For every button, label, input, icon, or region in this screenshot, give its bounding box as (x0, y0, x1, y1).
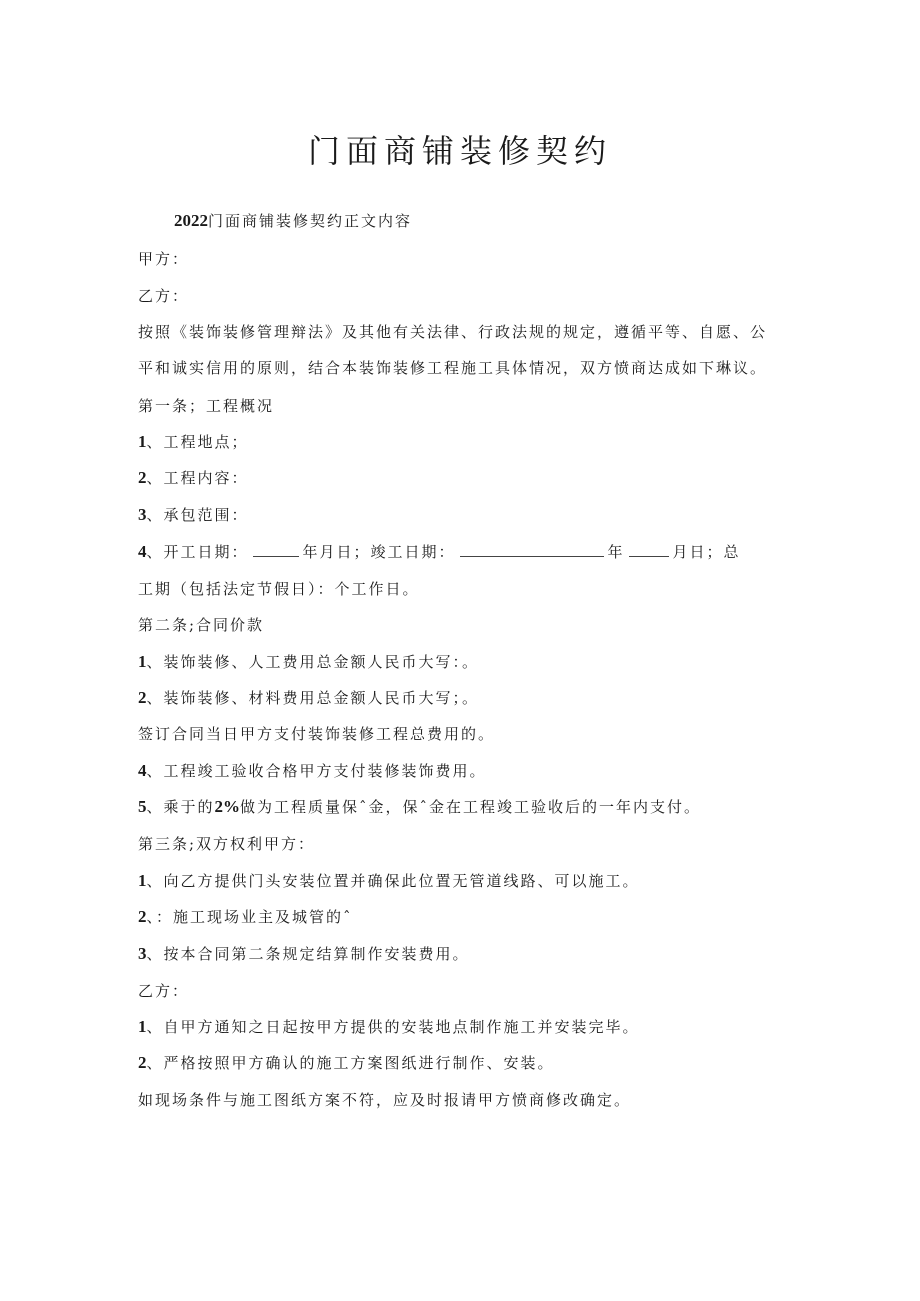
subtitle-year: 2022 (174, 211, 208, 230)
article-2-item-2: 2、装饰装修、材料费用总金额人民币大写；。 (138, 688, 480, 707)
article-3-party-b-heading: 乙方： (138, 982, 190, 1000)
party-a-label: 甲方： (138, 250, 190, 268)
completion-month-blank (629, 542, 669, 557)
article-3-party-b-item-1: 1、自甲方通知之日起按甲方提供的安装地点制作施工并安装完毕。 (138, 1017, 640, 1036)
document-title: 门面商铺装修契约 (307, 132, 612, 170)
article-3-heading: 第三条;双方权利甲方： (138, 835, 316, 853)
article-3-party-a-item-2: 2、：施工现场业主及城管的ˆ (138, 907, 353, 926)
article-2-payment-note: 签订合同当日甲方支付装饰装修工程总费用的。 (138, 725, 496, 743)
intro-paragraph-line-2: 平和诚实信用的原则，结合本装饰装修工程施工具体情况，双方愤商达成如下琳议。 (138, 359, 768, 377)
article-1-item-3: 3、承包范围： (138, 505, 249, 524)
article-1-heading: 第一条；工程概况 (138, 397, 275, 415)
intro-paragraph-line-1: 按照《装饰装修管理辩法》及其他有关法律、行政法规的规定，遵循平等、自愿、公 (138, 323, 768, 341)
article-1-item-4-line-2: 工期（包括法定节假日）：个工作日。 (138, 580, 420, 598)
article-1-item-2: 2、工程内容： (138, 468, 249, 487)
party-b-label: 乙方： (138, 287, 190, 305)
article-2-heading: 第二条;合同价款 (138, 616, 265, 634)
article-2-item-5: 5、乘于的2%做为工程质量保ˆ金，保ˆ金在工程竣工验收后的一年内支付。 (138, 797, 702, 816)
subtitle-line (174, 210, 412, 231)
article-1-item-4: 4、开工日期： 年月日；竣工日期： 年 月日；总 (138, 542, 741, 561)
completion-date-blank (460, 542, 604, 557)
article-3-party-a-item-1: 1、向乙方提供门头安装位置并确保此位置无管道线路、可以施工。 (138, 871, 640, 890)
article-1-item-1: 1、工程地点； (138, 432, 249, 451)
article-3-party-b-item-2: 2、严格按照甲方确认的施工方案图纸进行制作、安装。 (138, 1053, 555, 1072)
article-3-party-a-item-3: 3、按本合同第二条规定结算制作安装费用。 (138, 944, 470, 963)
article-2-item-1: 1、装饰装修、人工费用总金额人民币大写：。 (138, 652, 480, 671)
subtitle-text: 门面商铺装修契约正文内容 (208, 212, 413, 230)
article-3-party-b-note: 如现场条件与施工图纸方案不符，应及时报请甲方愤商修改确定。 (138, 1091, 632, 1109)
start-date-blank (253, 542, 299, 557)
article-2-item-4: 4、工程竣工验收合格甲方支付装修装饰费用。 (138, 761, 487, 780)
